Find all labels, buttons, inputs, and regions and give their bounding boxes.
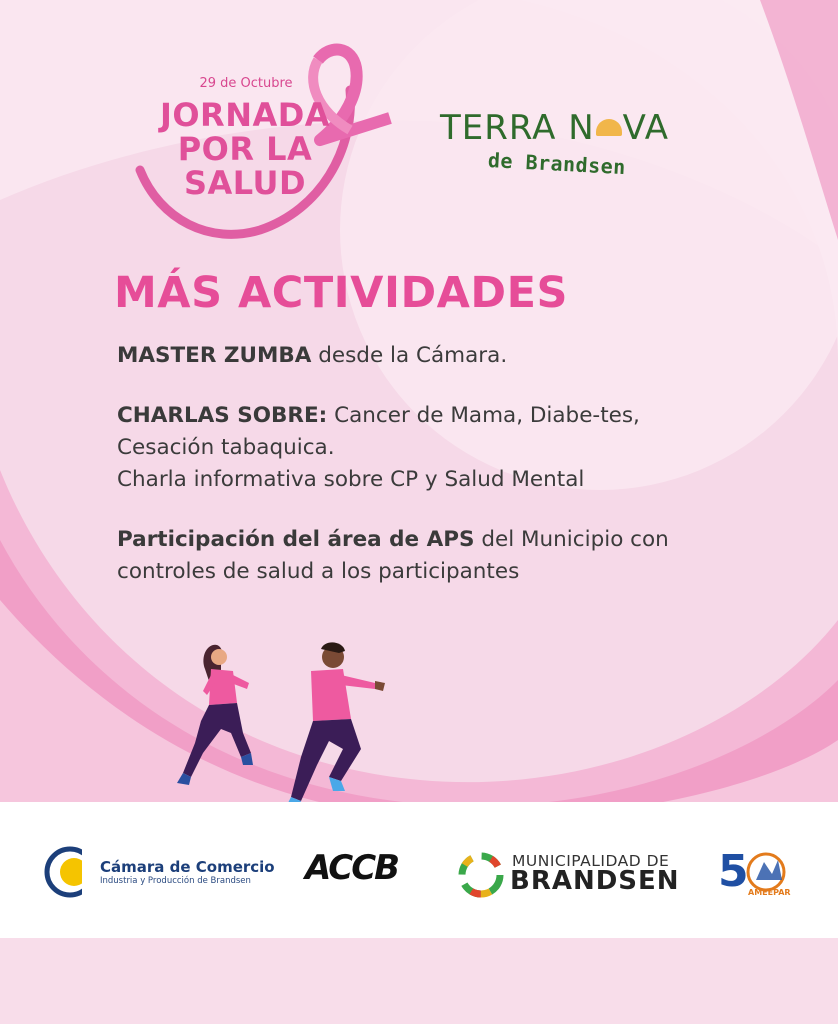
activity-item-title: CHARLAS SOBRE: — [117, 403, 328, 428]
bottom-strip — [0, 938, 838, 1024]
activity-item — [117, 340, 737, 372]
dome-icon — [596, 119, 622, 136]
activity-item-title: Participación del área de APS — [117, 527, 475, 552]
terra-nova-name-part1: TERRA N — [440, 108, 595, 148]
municipality-name: BRANDSEN — [510, 866, 680, 896]
municipality-label: MUNICIPALIDAD DE — [512, 852, 670, 870]
camara-logo-icon — [44, 846, 96, 898]
event-title-line3: SALUD — [183, 164, 307, 202]
activity-item-title: MASTER ZUMBA — [117, 343, 312, 368]
accb-logo: ACCB — [305, 848, 399, 888]
event-date: 29 de Octubre — [199, 76, 293, 91]
event-title-line2: POR LA — [177, 130, 313, 168]
municipality-logo-icon — [458, 852, 504, 898]
activity-item — [117, 524, 737, 588]
anniversary-text: AMEEPAR — [748, 888, 791, 897]
section-heading: MÁS ACTIVIDADES — [114, 268, 568, 318]
terra-nova-name-part2: VA — [622, 108, 669, 148]
activity-item-text: desde la Cámara. — [311, 343, 508, 368]
activities-list — [117, 340, 737, 616]
activity-item-text-line2: Charla informativa sobre CP y Salud Mental — [117, 467, 585, 492]
activity-item-text: Cancer de Mama, Diabe-tes, Cesación tabaquica. — [117, 403, 640, 460]
terra-nova-subtitle: de Brandsen — [487, 148, 627, 180]
activity-item — [117, 400, 737, 496]
dancers-illustration — [175, 625, 395, 820]
event-title-line1: JORNADA — [159, 96, 331, 134]
camara-subtitle: Industria y Producción de Brandsen — [100, 876, 251, 886]
terra-nova-logo — [440, 108, 720, 148]
activity-item-text: del Municipio con controles de salud a los participantes — [117, 527, 669, 584]
anniversary-digit: 5 — [718, 846, 749, 897]
event-title — [150, 98, 340, 200]
camara-title: Cámara de Comercio — [100, 858, 275, 876]
